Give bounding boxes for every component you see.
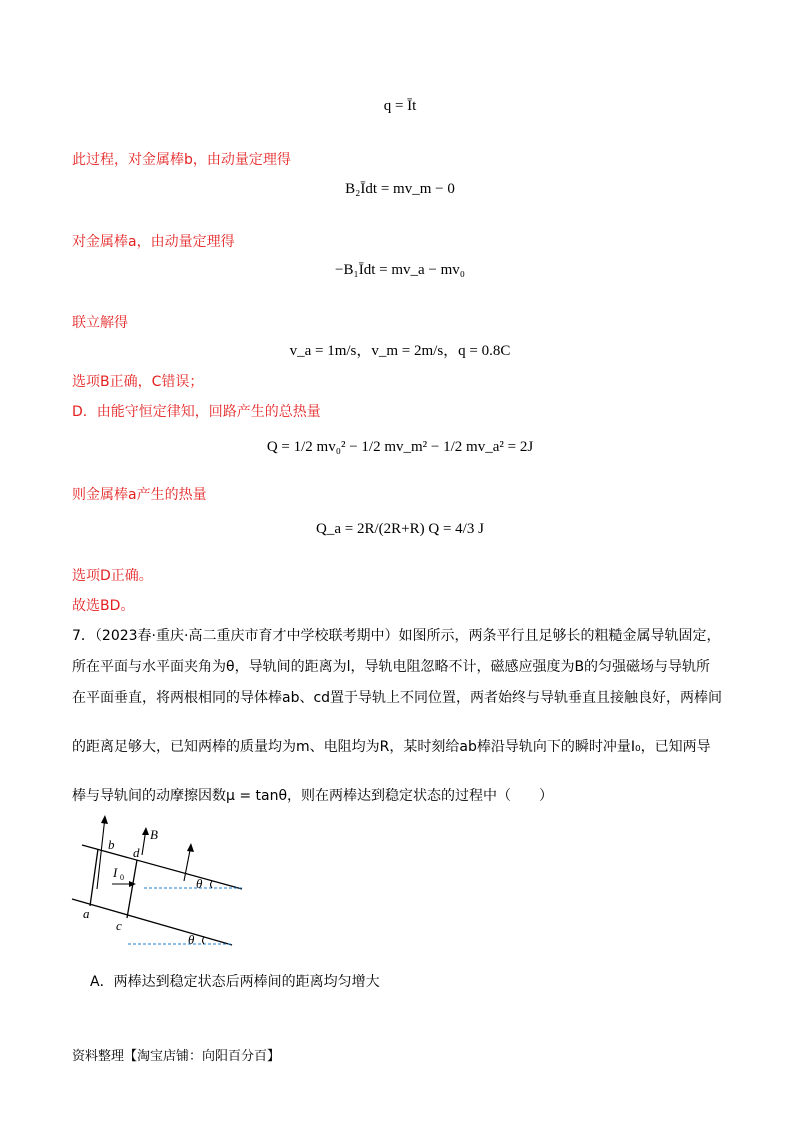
question-7-line-2: 所在平面与水平面夹角为θ，导轨间的距离为l，导轨电阻忽略不计，磁感应强度为B的匀强磁场与导轨所 (72, 659, 711, 675)
equation-total-heat (0, 438, 800, 456)
question-7-line-1-text: （2023春·重庆·高二重庆市育才中学校联考期中）如图所示，两条平行且足够长的粗糙金属导轨固定， (94, 628, 721, 644)
rails-figure (70, 815, 250, 955)
solution-line-process-b: 此过程，对金属棒b，由动量定理得 (72, 152, 291, 168)
question-7-line-4: 的距离足够大，已知两棒的质量均为m、电阻均为R，某时刻给ab棒沿导轨向下的瞬时冲量I₀，已知两导 (72, 739, 711, 755)
label-B: B (150, 827, 158, 842)
equation-heat-a-text: Q_a = 2R/(2R+R) Q = 4/3 J (316, 521, 484, 537)
question-7-line-5: 棒与导轨间的动摩擦因数μ = tanθ，则在两棒达到稳定状态的过程中（ ） (72, 788, 554, 804)
equation-momentum-a (0, 261, 800, 279)
equation-momentum-b (0, 180, 800, 198)
solution-line-answer: 故选BD。 (72, 598, 135, 614)
question-number: 7． (72, 628, 95, 644)
equation-result (0, 342, 800, 360)
angle-arc-top (211, 881, 213, 888)
label-I: I (113, 865, 118, 880)
solution-line-heat-a: 则金属棒a产生的热量 (72, 487, 207, 503)
label-b: b (108, 837, 115, 852)
equation-momentum-a-text: −B₁Īdt = mv_a − mv₀ (335, 262, 465, 278)
label-theta-top: θ (196, 876, 203, 891)
equation-heat-a (0, 520, 800, 538)
question-7-line-1 (72, 627, 720, 645)
solution-line-option-d-intro: D．由能守恒定律知，回路产生的总热量 (72, 404, 321, 420)
label-I-sub: 0 (120, 873, 124, 882)
lower-rail (72, 899, 232, 945)
angle-arc-bottom (203, 937, 205, 944)
equation-total-heat-text: Q = 1/2 mv₀² − 1/2 mv_m² − 1/2 mv_a² = 2J (266, 439, 534, 455)
equation-q-text: q = Īt (383, 98, 417, 114)
solution-line-option-bc: 选项B正确，C错误； (72, 374, 204, 390)
solution-line-option-d: 选项D正确。 (72, 568, 153, 584)
rod-cd (127, 860, 137, 918)
label-d: d (133, 845, 140, 860)
footer-text: 资料整理【淘宝店铺：向阳百分百】 (72, 1049, 281, 1064)
equation-result-text: v_a = 1m/s，v_m = 2m/s，q = 0.8C (289, 343, 511, 359)
rod-ab (90, 849, 98, 906)
field-arrow-right-head (187, 843, 194, 852)
question-7-line-3: 在平面垂直，将两根相同的导体棒ab、cd置于导轨上不同位置，两者始终与导轨垂直且接触良好，两棒间 (72, 690, 723, 706)
label-c: c (116, 918, 122, 933)
solution-line-combine: 联立解得 (72, 315, 128, 331)
field-arrow-left-head (101, 815, 108, 824)
equation-q (0, 97, 800, 115)
field-arrow-left (97, 817, 105, 889)
label-theta-bottom: θ (188, 932, 195, 947)
upper-rail (82, 845, 242, 889)
field-arrow-B-head (142, 827, 149, 835)
equation-momentum-b-text: B₂Īdt = mv_m − 0 (345, 181, 455, 197)
label-a: a (83, 906, 90, 921)
option-a: A．两棒达到稳定状态后两棒间的距离均匀增大 (90, 974, 380, 990)
solution-line-metal-a: 对金属棒a，由动量定理得 (72, 234, 235, 250)
